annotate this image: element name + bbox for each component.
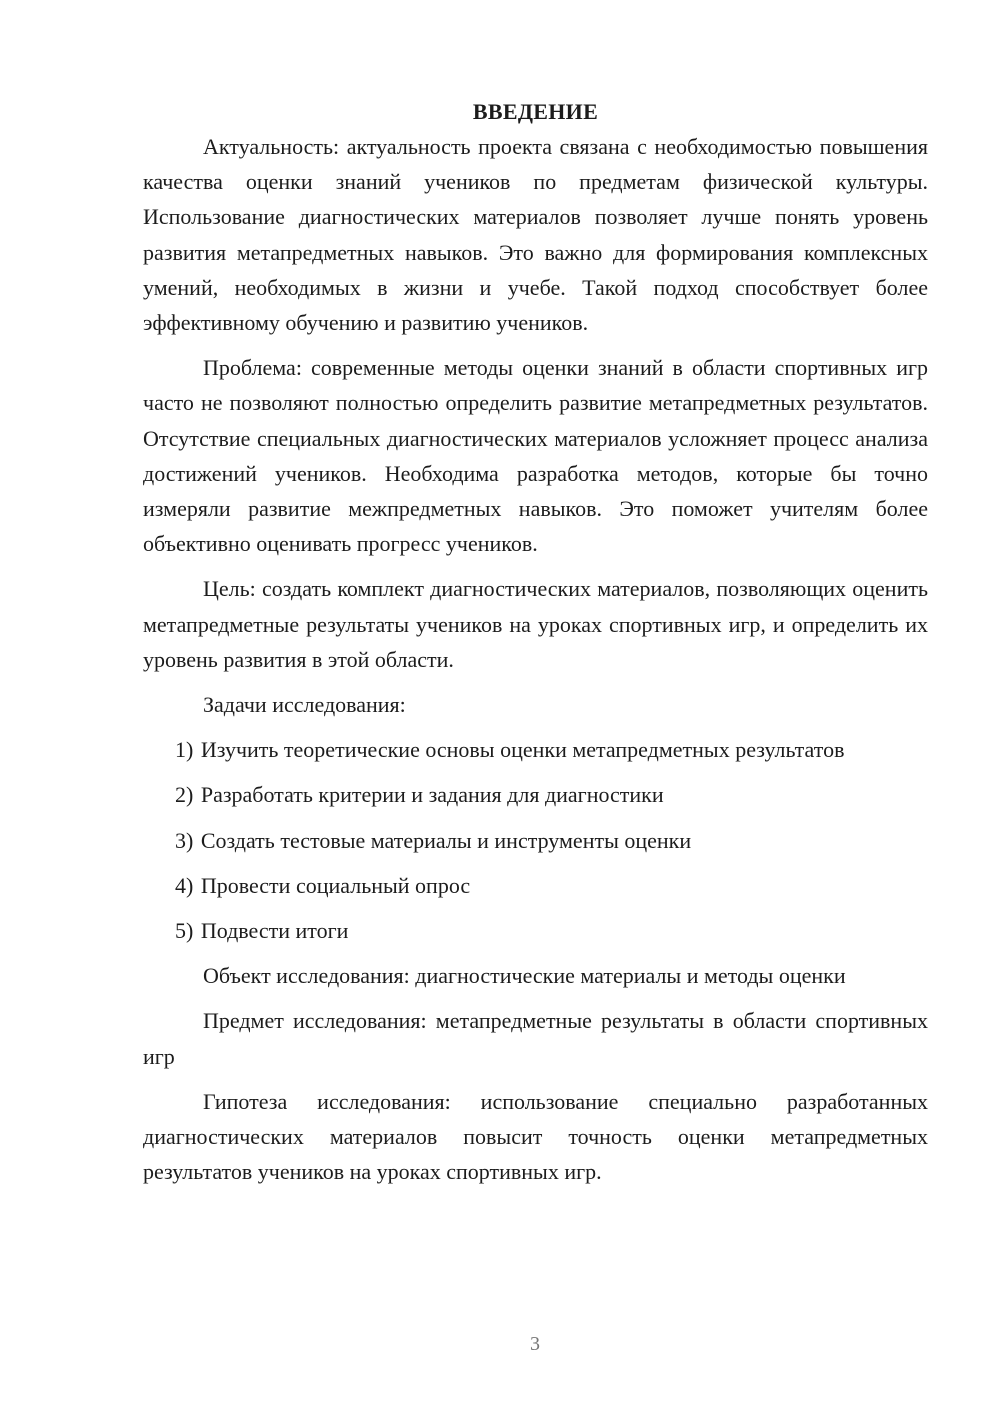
paragraph-relevance: Актуальность: актуальность проекта связана с необходимостью повышения качества оценки знаний учеников по предметам физической культуры. Использование диагностических материалов позволяет лучше понять уровень развития метапредметных навыков. Это важно для формирования комплексных умений, необходимых в жизни и учебе. Такой подход способствует более эффективному обучению и развитию учеников.	[143, 134, 928, 336]
list-item-number: 5)	[175, 917, 194, 943]
paragraph-goal: Цель: создать комплект диагностических материалов, позволяющих оценить метапредметные результаты учеников на уроках спортивных игр, и определить их уровень развития в этой области.	[143, 576, 928, 672]
list-item-number: 1)	[175, 737, 194, 763]
list-item	[143, 868, 928, 913]
page-content	[143, 94, 928, 1189]
list-item-number: 3)	[175, 827, 194, 853]
list-item-number: 2)	[175, 782, 194, 808]
page-number: 3	[530, 1333, 540, 1355]
list-item-number: 4)	[175, 872, 194, 898]
list-item	[143, 732, 928, 777]
section-title: ВВЕДЕНИЕ	[472, 99, 599, 124]
list-item-text: Изучить теоретические основы оценки метапредметных результатов	[200, 737, 845, 763]
paragraph-hypothesis: Гипотеза исследования: использование специально разработанных диагностических материалов повысит точность оценки метапредметных результатов учеников на уроках спортивных игр.	[143, 1088, 928, 1185]
paragraph-problem: Проблема: современные методы оценки знаний в области спортивных игр часто не позволяют полностью определить развитие метапредметных результатов. Отсутствие специальных диагностических материалов усложняет процесс анализа достижений учеников. Необходима разработка методов, которые бы точно измеряли развитие межпредметных навыков. Это поможет учителям более объективно оценивать прогресс учеников.	[143, 355, 928, 557]
list-item-text: Создать тестовые материалы и инструменты оценки	[200, 827, 692, 853]
list-item	[143, 913, 928, 958]
tasks-list	[143, 732, 928, 958]
list-item-text: Провести социальный опрос	[200, 872, 471, 898]
list-item-text: Разработать критерии и задания для диагностики	[200, 782, 664, 808]
paragraph-subject: Предмет исследования: метапредметные результаты в области спортивных игр	[143, 1008, 928, 1069]
tasks-heading: Задачи исследования:	[203, 692, 406, 718]
list-item	[143, 777, 928, 822]
list-item	[143, 823, 928, 868]
list-item-text: Подвести итоги	[200, 917, 349, 943]
paragraph-object: Объект исследования: диагностические материалы и методы оценки	[203, 963, 846, 989]
